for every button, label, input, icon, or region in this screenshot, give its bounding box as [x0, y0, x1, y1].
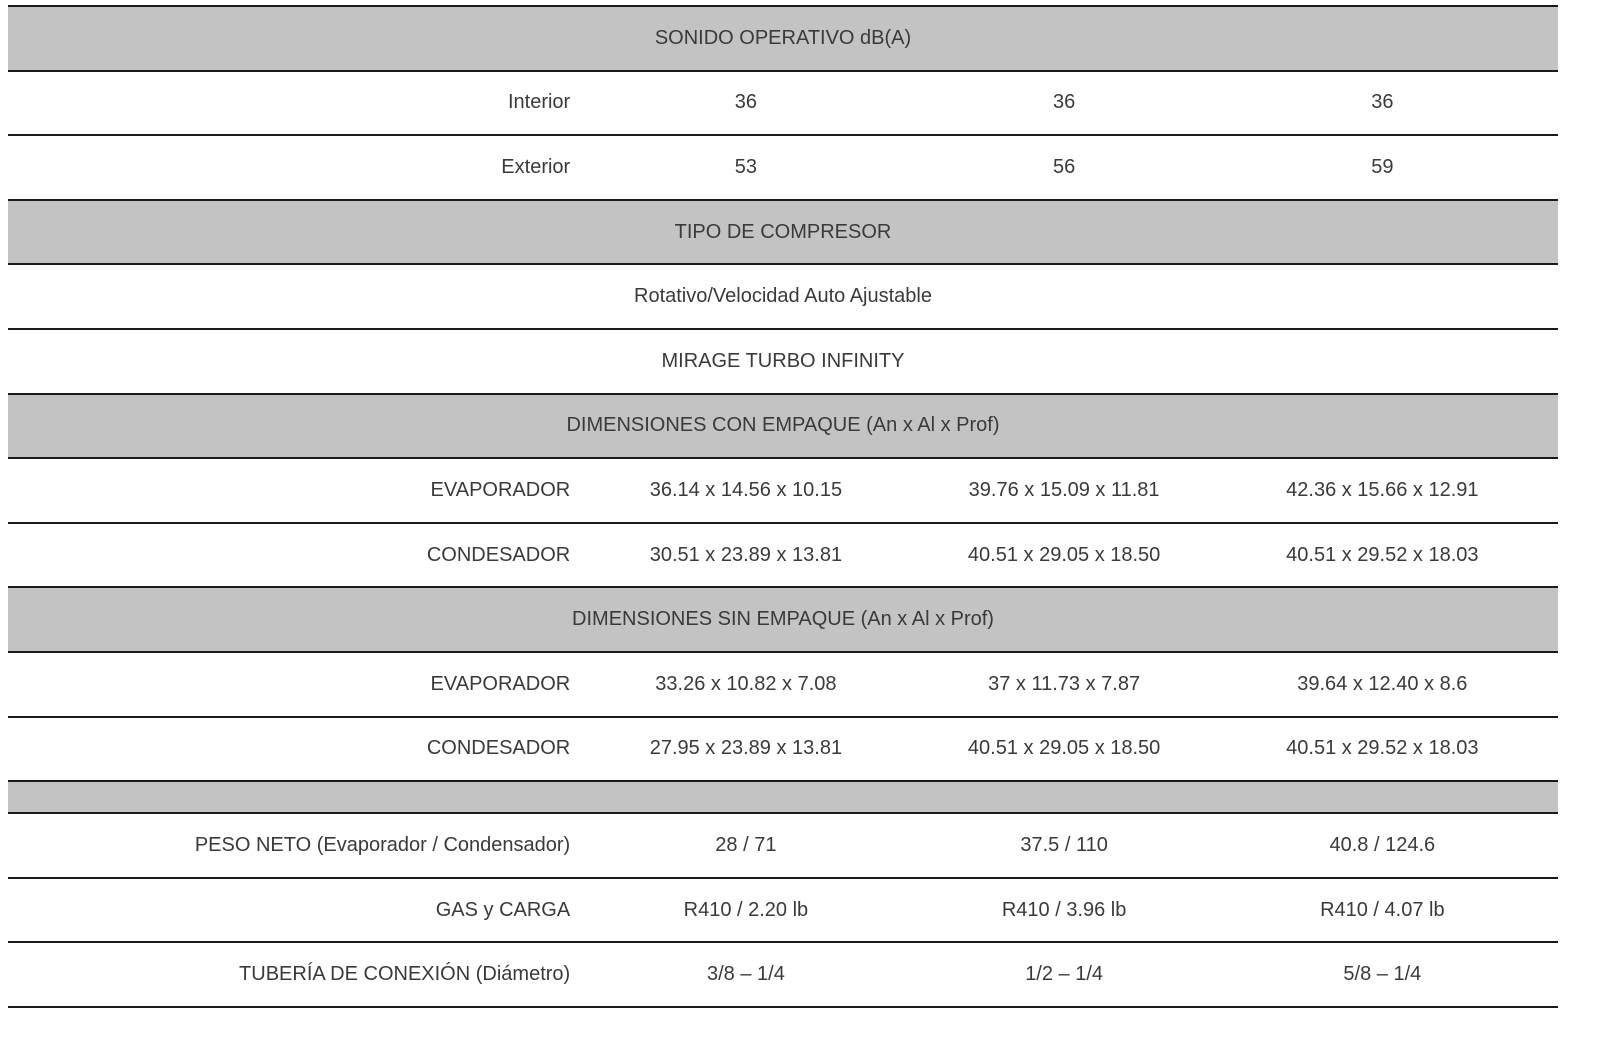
row-value: 53	[734, 155, 758, 178]
row-value: 36	[734, 91, 758, 114]
row-value: 56	[1052, 155, 1076, 178]
section-title: DIMENSIONES SIN EMPAQUE (An x Al x Prof)	[572, 608, 994, 631]
row-value: 40.51 x 29.52 x 18.03	[1286, 737, 1479, 760]
row-label: CONDESADOR	[426, 737, 571, 760]
row-value: 42.36 x 15.66 x 12.91	[1286, 478, 1479, 501]
row-label: CONDESADOR	[426, 543, 571, 566]
row-value: 39.76 x 15.09 x 11.81	[968, 478, 1160, 501]
table-row	[8, 136, 1558, 201]
table-row	[8, 330, 1558, 395]
section-header-sound	[8, 7, 1558, 72]
row-value: 37 x 11.73 x 7.87	[988, 672, 1141, 695]
row-value: 5/8 – 1/4	[1343, 963, 1422, 986]
section-header-dims-packed	[8, 395, 1558, 460]
row-value: 36.14 x 14.56 x 10.15	[649, 478, 843, 501]
row-value: 40.8 / 124.6	[1329, 833, 1436, 856]
row-value: 3/8 – 1/4	[706, 963, 785, 986]
section-header-dims-unpacked	[8, 588, 1558, 653]
table-row	[8, 718, 1558, 783]
section-title: SONIDO OPERATIVO dB(A)	[654, 26, 912, 49]
row-value: 59	[1371, 155, 1394, 178]
table-row	[8, 653, 1558, 718]
row-value: 30.51 x 23.89 x 13.81	[649, 543, 843, 566]
row-value: R410 / 2.20 lb	[683, 898, 809, 921]
table-row	[8, 524, 1558, 589]
row-label: TUBERÍA DE CONEXIÓN (Diámetro)	[239, 963, 571, 986]
row-label: GAS y CARGA	[435, 898, 571, 921]
row-label: EVAPORADOR	[430, 672, 571, 695]
section-header-compressor	[8, 201, 1558, 266]
row-value: 40.51 x 29.05 x 18.50	[967, 543, 1161, 566]
section-spacer	[8, 782, 1558, 814]
table-row	[8, 265, 1558, 330]
row-label: PESO NETO (Evaporador / Condensador)	[194, 833, 571, 856]
table-row	[8, 72, 1558, 137]
table-row	[8, 814, 1558, 879]
row-label: Interior	[507, 91, 571, 114]
row-label: Exterior	[501, 155, 571, 178]
table-row	[8, 943, 1558, 1008]
compressor-model: MIRAGE TURBO INFINITY	[661, 349, 905, 372]
row-value: 28 / 71	[715, 833, 777, 856]
spec-table	[8, 5, 1558, 1008]
table-row	[8, 879, 1558, 944]
section-title: DIMENSIONES CON EMPAQUE (An x Al x Prof)	[566, 414, 1000, 437]
compressor-type: Rotativo/Velocidad Auto Ajustable	[634, 285, 932, 308]
row-value: 33.26 x 10.82 x 7.08	[655, 672, 837, 695]
row-value: 36	[1371, 91, 1394, 114]
row-value: 27.95 x 23.89 x 13.81	[649, 737, 843, 760]
table-row	[8, 459, 1558, 524]
row-value: 40.51 x 29.52 x 18.03	[1286, 543, 1479, 566]
row-value: 36	[1052, 91, 1076, 114]
row-value: 37.5 / 110	[1020, 833, 1108, 856]
section-title: TIPO DE COMPRESOR	[674, 220, 892, 243]
row-label: EVAPORADOR	[430, 478, 571, 501]
row-value: 1/2 – 1/4	[1025, 963, 1104, 986]
row-value: R410 / 4.07 lb	[1320, 898, 1445, 921]
row-value: R410 / 3.96 lb	[1001, 898, 1127, 921]
row-value: 40.51 x 29.05 x 18.50	[967, 737, 1161, 760]
row-value: 39.64 x 12.40 x 8.6	[1297, 672, 1468, 695]
